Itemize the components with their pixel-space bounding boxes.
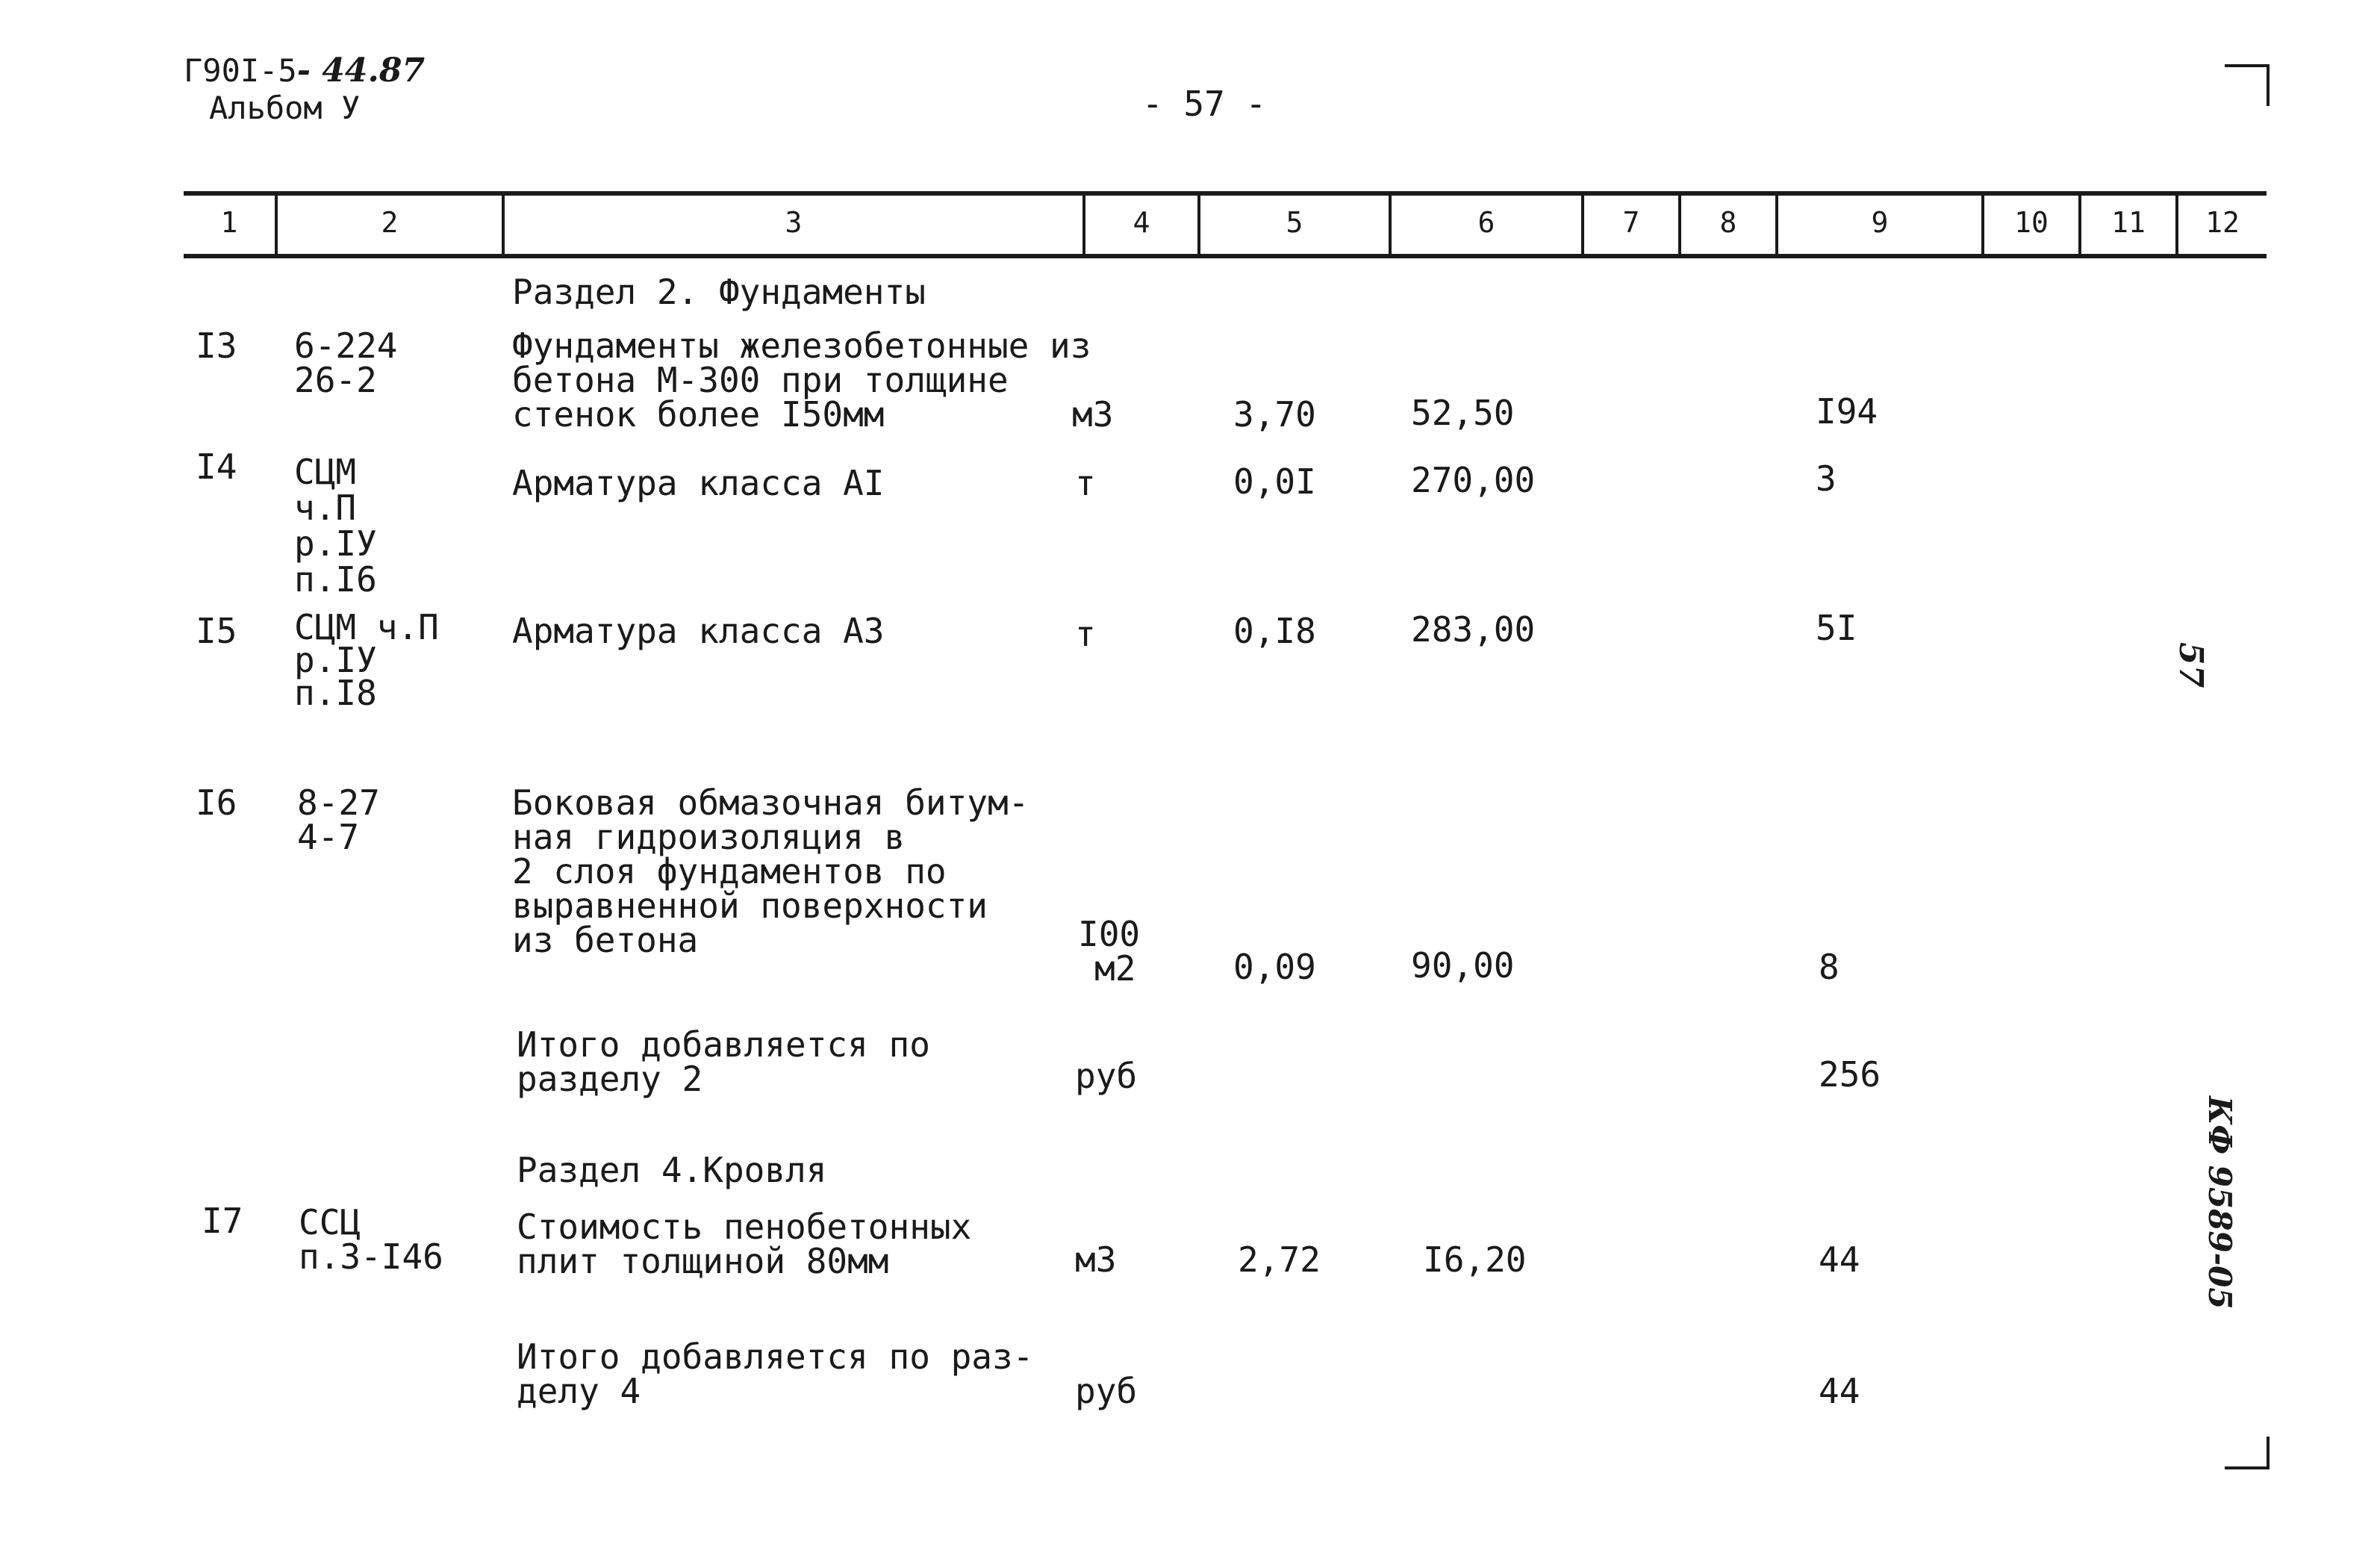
code-line: ч.П bbox=[294, 488, 357, 528]
row-unit bbox=[1078, 914, 1141, 989]
code-line: п.I6 bbox=[294, 559, 377, 600]
unit-line: I00 bbox=[1078, 914, 1141, 954]
row-unit: т bbox=[1075, 463, 1096, 503]
subtotal-description bbox=[517, 1024, 930, 1099]
description-line: выравненной поверхности bbox=[512, 886, 988, 926]
column-number: 4 bbox=[1133, 206, 1150, 239]
section-title: Раздел 2. Фундаменты bbox=[512, 272, 926, 312]
subtotal-unit: руб bbox=[1075, 1371, 1138, 1411]
row-code bbox=[299, 1202, 443, 1277]
code-line: 4-7 bbox=[297, 817, 360, 857]
row-code bbox=[294, 452, 377, 600]
row-description bbox=[512, 783, 1029, 960]
column-number: 11 bbox=[2111, 206, 2146, 239]
row-code bbox=[297, 783, 380, 857]
column-number: 6 bbox=[1477, 206, 1495, 239]
row-total: I94 bbox=[1816, 391, 1878, 432]
description-line: Фундаменты железобетонные из bbox=[512, 326, 1091, 366]
document-code bbox=[184, 54, 425, 88]
row-unit: м3 bbox=[1072, 394, 1114, 435]
description-line: плит толщиной 80мм bbox=[517, 1241, 889, 1281]
description-line: разделу 2 bbox=[517, 1059, 703, 1099]
column-number: 12 bbox=[2205, 206, 2240, 239]
description-line: 2 слоя фундаментов по bbox=[512, 851, 947, 892]
row-total: 3 bbox=[1816, 458, 1837, 499]
row-code bbox=[294, 607, 439, 713]
code-line: 6-224 bbox=[294, 326, 398, 366]
code-line: СЦМ bbox=[294, 452, 357, 492]
row-unit: м3 bbox=[1075, 1239, 1117, 1280]
table-header-bottom-rule bbox=[184, 254, 2267, 258]
subtotal-total: 44 bbox=[1819, 1371, 1860, 1411]
column-number: 2 bbox=[381, 206, 399, 239]
document-code-text: Г90I-5 bbox=[184, 52, 297, 89]
description-line: бетона М-300 при толщине bbox=[512, 360, 1009, 400]
subtotal-total: 256 bbox=[1819, 1054, 1881, 1095]
description-line: делу 4 bbox=[517, 1371, 641, 1411]
corner-mark-top-right bbox=[2225, 64, 2270, 106]
unit-line: м2 bbox=[1094, 948, 1136, 989]
row-number: I3 bbox=[196, 326, 237, 366]
row-quantity: 2,72 bbox=[1238, 1239, 1321, 1280]
row-unit: т bbox=[1075, 614, 1096, 654]
column-number: 9 bbox=[1871, 206, 1889, 239]
code-line: р.IУ bbox=[294, 523, 377, 564]
row-code bbox=[294, 326, 398, 400]
subtotal-unit: руб bbox=[1075, 1056, 1138, 1096]
margin-page-number: 57 bbox=[2172, 642, 2210, 688]
row-quantity: 0,0I bbox=[1233, 461, 1316, 502]
page-number: - 57 - bbox=[1142, 84, 1267, 124]
code-line: СЦМ ч.П bbox=[294, 607, 439, 647]
row-total: 44 bbox=[1819, 1239, 1860, 1280]
row-number: I6 bbox=[196, 783, 237, 823]
row-quantity: 3,70 bbox=[1233, 394, 1316, 435]
row-unit-price: 90,00 bbox=[1411, 945, 1515, 986]
code-line: п.I8 bbox=[294, 673, 377, 713]
description-line: Итого добавляется по раз- bbox=[517, 1337, 1034, 1377]
row-total: 8 bbox=[1819, 947, 1839, 987]
row-number: I5 bbox=[196, 611, 237, 651]
row-unit-price: 52,50 bbox=[1411, 393, 1515, 433]
code-line: 8-27 bbox=[297, 783, 380, 823]
description-line: Стоимость пенобетонных bbox=[517, 1207, 972, 1247]
margin-stamp: КФ 9589-05 bbox=[2202, 1096, 2238, 1310]
column-number: 10 bbox=[2014, 206, 2049, 239]
description-line: стенок более I50мм bbox=[512, 394, 885, 435]
row-unit-price: 283,00 bbox=[1411, 609, 1536, 650]
subtotal-description bbox=[517, 1337, 1034, 1411]
column-number: 1 bbox=[220, 206, 238, 239]
section-title: Раздел 4.Кровля bbox=[517, 1150, 827, 1190]
column-number: 8 bbox=[1719, 206, 1737, 239]
column-number: 3 bbox=[785, 206, 803, 239]
row-number: I4 bbox=[196, 447, 237, 487]
description-line: из бетона bbox=[512, 920, 699, 960]
row-quantity: 0,09 bbox=[1233, 947, 1316, 987]
table-top-rule bbox=[184, 191, 2267, 196]
description-line: ная гидроизоляция в bbox=[512, 817, 906, 857]
code-line: р.IУ bbox=[294, 640, 377, 680]
column-number: 7 bbox=[1622, 206, 1640, 239]
row-description bbox=[517, 1207, 972, 1281]
description-line: Боковая обмазочная битум- bbox=[512, 783, 1029, 823]
corner-mark-bottom-right bbox=[2225, 1437, 2270, 1469]
column-number: 5 bbox=[1286, 206, 1303, 239]
row-total: 5I bbox=[1816, 608, 1857, 648]
code-line: 26-2 bbox=[294, 360, 377, 400]
code-line: п.3-I46 bbox=[299, 1236, 443, 1277]
description-line: Итого добавляется по bbox=[517, 1024, 930, 1065]
row-unit-price: 270,00 bbox=[1411, 460, 1536, 500]
album-label: Альбом У bbox=[209, 90, 361, 126]
row-quantity: 0,I8 bbox=[1233, 611, 1316, 651]
row-unit-price: I6,20 bbox=[1423, 1239, 1527, 1280]
row-description bbox=[512, 326, 1091, 435]
document-code-handwritten-suffix: - 44.87 bbox=[296, 52, 426, 90]
row-description: Арматура класса А3 bbox=[512, 611, 885, 651]
row-number: I7 bbox=[202, 1201, 243, 1241]
code-line: ССЦ bbox=[299, 1202, 361, 1242]
row-description: Арматура класса АI bbox=[512, 463, 885, 503]
